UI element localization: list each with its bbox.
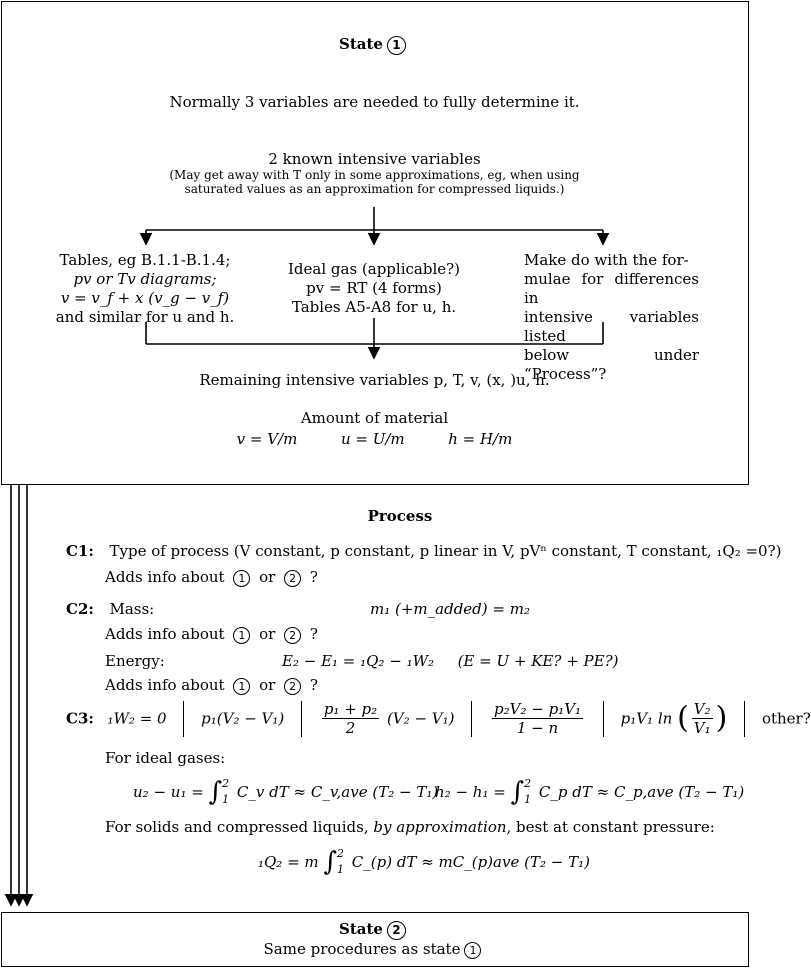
separator [603,701,604,737]
differences-line-4: below under “Process”? [524,346,699,383]
known-variables-note-1: (May get away with T only in some approximations, eg, when using [169,168,580,182]
ideal-gas-column [264,260,484,317]
tables-column [40,251,250,327]
differences-line-2: mulae for differences in [524,270,699,307]
amount-eq-v: v = V/m [236,430,298,448]
circled-1: 1 [233,570,250,587]
circled-2: 2 [284,678,301,695]
c1-adds-info: Adds info about 1 or 2 ? [105,568,318,586]
c3-label: C3: [66,709,94,728]
c1-text: Type of process (V constant, p constant, p linear in V, pVⁿ constant, T constant, ₁Q₂ =0?) [109,542,782,560]
ideal-gas-line-2: pv = RT (4 forms) [306,279,442,297]
c2-mass-row [66,600,154,618]
solids-line: For solids and compressed liquids, by approximation, best at constant pressure: [105,818,715,836]
c2-label: C2: [66,600,94,618]
circled-2: 2 [284,627,301,644]
mass-label: Mass: [109,600,155,618]
process-title: Process [367,507,433,525]
differences-line-3: intensive variables listed [524,308,699,345]
state1-intro: Normally 3 variables are needed to fully determine it. [169,93,580,111]
c3-work-linear-tail: (V₂ − V₁) [386,709,455,728]
separator [471,701,472,737]
state2-subtitle: Same procedures as state 1 [0,940,749,959]
separator [301,701,302,737]
tables-line-4: and similar for u and h. [55,308,235,326]
c1-row [66,542,782,560]
dh-equation: h₂ − h₁ = ∫2 1 C_p dT ≈ C_p,ave (T₂ − T₁) [435,777,745,807]
state2-circled-number: 2 [387,921,406,940]
state2-title: State 2 [0,920,749,940]
separator [183,701,184,737]
differences-column [524,251,699,384]
amount-equations [0,430,749,448]
c2-mass-adds-info: Adds info about 1 or 2 ? [105,625,318,643]
known-variables-note-2: saturated values as an approximation for compressed liquids.) [184,182,565,196]
circled-2: 2 [284,570,301,587]
c3-work-linear-fraction: $\frac{\text{p₁ + p₂}}{2}$ [323,700,378,737]
circled-1: 1 [233,627,250,644]
c3-row: C3: ₁W₂ = 0 p₁(V₂ − V₁) $\frac{\text{p₁ + p₂}}{2}$ (V₂ − V₁) $\frac{\text{p₂V₂ − p₁V₁}}{1 - n}$ p₁V₁ ln ( $\frac{\text{V₂}}{\text{V₁}}$ ) other? [66,700,811,737]
energy-equation: E₂ − E₁ = ₁Q₂ − ₁W₂ (E = U + KE? + PE?) [282,652,619,670]
energy-label: Energy: [105,652,165,670]
c3-other: other? [761,709,811,728]
mass-equation: m₁ (+m_added) = m₂ [370,600,530,618]
remaining-variables: Remaining intensive variables p, T, v, (x, )u, h. [199,371,550,389]
tables-line-1: Tables, eg B.1.1-B.1.4; [59,251,231,269]
differences-line-1: Make do with the for- [524,251,689,269]
c2-energy-adds-info: Adds info about 1 or 2 ? [105,676,318,694]
tables-line-2: pv or Tv diagrams; [73,270,217,288]
amount-eq-u: u = U/m [340,430,405,448]
ideal-gases-label: For ideal gases: [105,749,226,767]
separator [744,701,745,737]
c3-work-zero: ₁W₂ = 0 [107,709,167,728]
ideal-gas-line-3: Tables A5-A8 for u, h. [291,298,457,316]
ideal-gas-line-1: Ideal gas (applicable?) [287,260,461,278]
state1-circled-number: 1 [387,36,406,55]
amount-eq-h: h = H/m [448,430,513,448]
known-variables-title: 2 known intensive variables [268,150,481,168]
c3-work-constant-p: p₁(V₂ − V₁) [201,709,285,728]
c3-work-polytropic: $\frac{\text{p₂V₂ − p₁V₁}}{1 - n}$ [494,700,582,737]
circled-1: 1 [233,678,250,695]
amount-title: Amount of material [300,409,449,427]
c1-label: C1: [66,542,94,560]
circled-1: 1 [464,942,481,959]
heat-equation: ₁Q₂ = m ∫2 1 C_(p) dT ≈ mC_(p)ave (T₂ − T₁) [258,847,590,877]
c3-work-isothermal-pre: p₁V₁ ln [620,709,673,728]
du-equation: u₂ − u₁ = ∫2 1 C_v dT ≈ C_v,ave (T₂ − T₁) [133,777,439,807]
state1-title: State 1 [0,35,749,55]
solids-emphasis: by approximation [373,818,507,836]
tables-line-3: v = v_f + x (v_g − v_f) [60,289,230,307]
energy-note: (E = U + KE? + PE?) [457,652,619,670]
c3-work-isothermal-ratio: $\frac{\text{V₂}}{\text{V₁}}$ [693,700,711,737]
